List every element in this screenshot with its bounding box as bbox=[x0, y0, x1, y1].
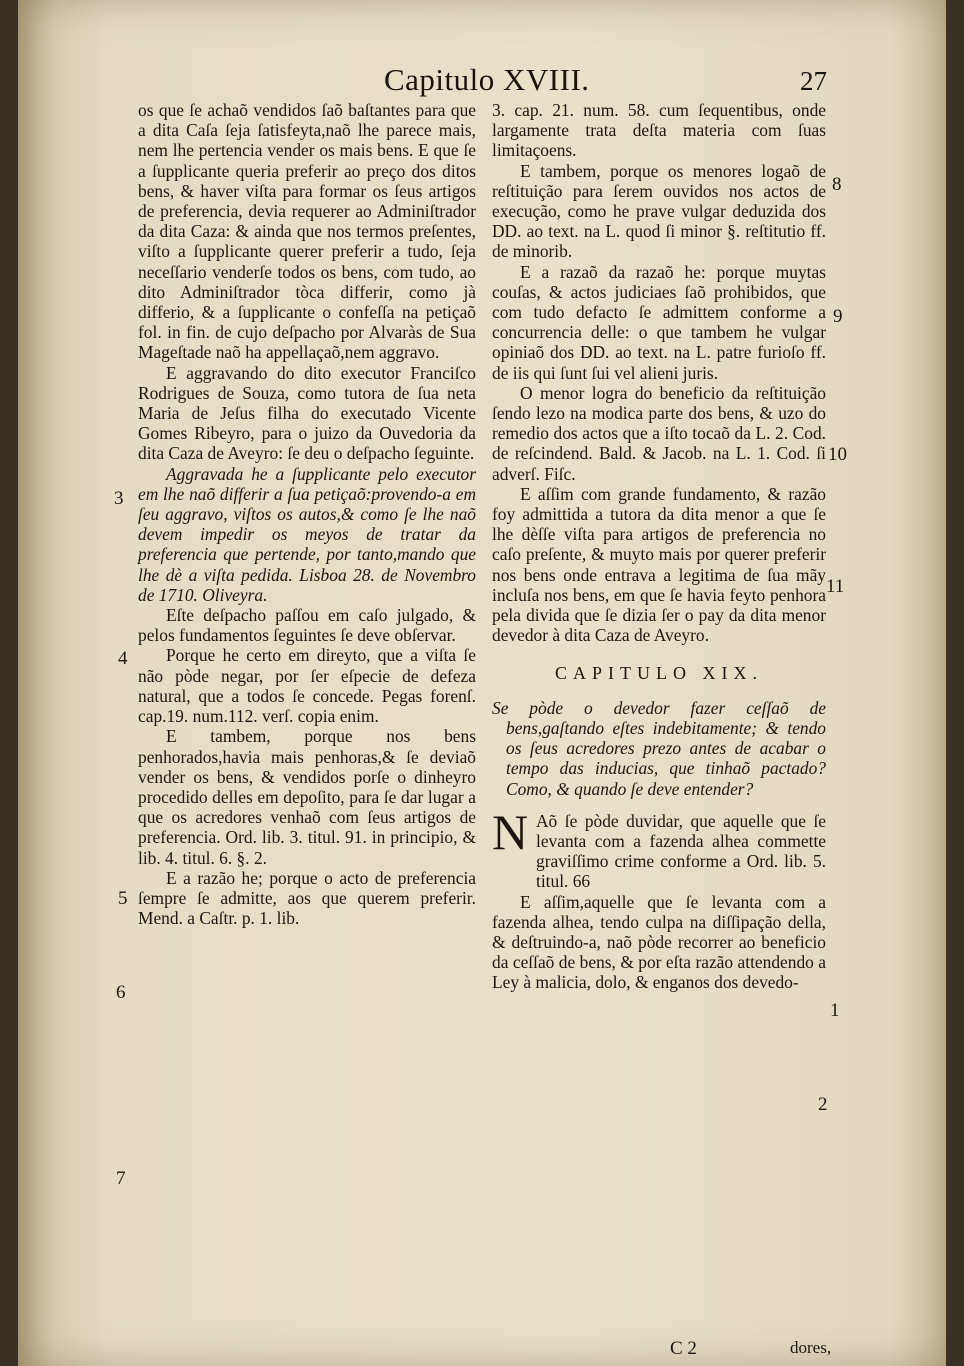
left-paragraph-6: E tambem, porque nos bens penhorados,havia mais penhoras,& ſe deviaõ vender os bens, & vendidos porſe o dinheyro procedido delles em depoſito, para ſe dar lugar a que os acredores venhaõ com ſeus artigos de preferencia. Ord. lib. 3. titul. 91. in principio, & lib. 4. titul. 6. §. 2. bbox=[138, 726, 476, 868]
page-header bbox=[18, 62, 946, 102]
left-paragraph-7: E a razão he; porque o acto de preferencia ſempre ſe admitte, aos que querem preferir. Mend. a Caſtr. p. 1. lib. bbox=[138, 867, 476, 929]
book-page bbox=[18, 0, 946, 1366]
left-paragraph-2: E aggravando do dito executor Franciſco Rodrigues de Souza, como tutora de ſua neta Maria de Jeſus filha do executado Vicente Gomes Ribeyro, para o juizo da Ouvedoria da dita Caza de Aveyro: ſe deu o deſpacho ſeguinte. bbox=[138, 362, 476, 464]
margin-number: 11 bbox=[826, 576, 845, 597]
chapter-first-paragraph bbox=[492, 803, 826, 892]
margin-number: 4 bbox=[118, 648, 128, 669]
left-paragraph-4: Eſte deſpacho paſſou em caſo julgado, & pelos fundamentos ſeguintes ſe deve obſervar. bbox=[138, 605, 476, 646]
margin-number: 1 bbox=[830, 1000, 840, 1021]
margin-number: 10 bbox=[828, 444, 847, 465]
chapter-heading: CAPITULO XIX. bbox=[555, 663, 763, 684]
right-paragraph-2: E tambem, porque os menores logaõ de reſtituição para ſerem ouvidos nos actos de execução, como he prave vulgar deduzida dos DD. ao text. na L. quod ſi minor §. reſtitutio ff. de minorib. bbox=[492, 160, 826, 262]
margin-number: 9 bbox=[833, 306, 843, 327]
page-number: 27 bbox=[800, 66, 827, 96]
signature-mark: C 2 bbox=[670, 1338, 697, 1359]
margin-number: 2 bbox=[818, 1094, 828, 1115]
running-title: Capitulo XVIII. bbox=[384, 62, 590, 97]
margin-number: 7 bbox=[116, 1168, 126, 1189]
right-paragraph-5: E aſſim com grande fundamento, & razão foy admittida a tutora da dita menor a que ſe lhe dèſſe viſta para artigos de preferencia no caſo preſente, & muyto mais por querer preferir nos bens onde entrava a legitima de ſua mãy incluſa nos bens, em que ſe havia feyto penhora pela divida que ſe dizia ſer o pay da dita menor devedor à dita Caza de Aveyro. bbox=[492, 483, 826, 646]
right-paragraph-4: O menor logra do beneficio da reſtituição ſendo lezo na modica parte dos bens, & uzo do remedio dos actos que a iſto tocaõ da L. 2. Cod. de reſcindend. Bald. & Jacob. na L. 1. Cod. ſi adverſ. Fiſc. bbox=[492, 382, 826, 484]
chapter-second-paragraph: E aſſim,aquelle que ſe levanta com a fazenda alhea, tendo culpa na diſſipação della, & deſtruindo-a, naõ pòde recorrer ao beneficio da ceſſaõ de bens, & por eſta razão attendendo a Ley à malicia, dolo, & enganos dos devedo- bbox=[492, 891, 826, 993]
right-column bbox=[492, 100, 826, 993]
right-paragraph-3: E a razaõ da razaõ he: porque muytas couſas, & actos judiciaes ſaõ prohibidos, que com tudo defacto ſe admittem conforme a concurrencia delle: o que tambem he vulgar opiniaõ dos DD. ao text. na L. patre furioſo ff. de iis qui ſunt ſui vel alieni juris. bbox=[492, 261, 826, 383]
margin-number: 5 bbox=[118, 888, 128, 909]
margin-number: 3 bbox=[114, 488, 124, 509]
drop-cap: N bbox=[492, 803, 529, 860]
left-column bbox=[138, 100, 476, 928]
first-paragraph-text: Aõ ſe pòde duvidar, que aquelle que ſe levanta com a fazenda alhea commette graviſſimo crime conforme a Ord. lib. 5. titul. 66 bbox=[536, 810, 826, 892]
left-paragraph-3: Aggravada he a ſupplicante pelo executor em lhe naõ differir a ſua petiçaõ:provendo-a em ſeu aggravo, viſtos os autos,& como ſe lhe naõ devem impedir os meyos de tratar da preferencia que pertende, por tanto,mando que lhe dè a viſta pedida. Lisboa 28. de Novembro de 1710. Oliveyra. bbox=[138, 463, 476, 605]
right-paragraph-1: 3. cap. 21. num. 58. cum ſequentibus, onde largamente trata deſta materia com ſuas limitaçoens. bbox=[492, 100, 826, 161]
left-paragraph-1: os que ſe achaõ vendidos ſaõ baſtantes para que a dita Caſa ſeja ſatisfeyta,naõ lhe parece mais, nem lhe pertencia vender os mais bens. E que ſe a ſupplicante queria preferir ao preço dos ditos bens, & haver viſta para formar os ſeus artigos de preferencia, devia requerer ao Adminiſtrador da dita Caza: & ainda que nos termos preſentes, viſto a ſupplicante querer preferir a tudo, ſeja neceſſario venderſe todos os bens, com tudo, ao dito Adminiſtrador tòca differir, como jà differio, & a ſupplicante o confeſſa na petiçaõ fol. in fin. de cujo deſpacho por Alvaràs de Sua Mageſtade naõ ha appellaçaõ,nem aggravo. bbox=[138, 100, 476, 363]
margin-number: 8 bbox=[832, 174, 842, 195]
chapter-summary: Se pòde o devedor fazer ceſſaõ de bens,gaſtando eſtes indebitamente; & tendo os ſeus acredores prezo antes de acabar o tempo das inducias, que tinhaõ pactado? Como, & quando ſe deve entender? bbox=[492, 697, 826, 799]
catchword: dores, bbox=[790, 1338, 832, 1357]
margin-number: 6 bbox=[116, 982, 126, 1003]
left-paragraph-5: Porque he certo em direyto, que a viſta ſe não pòde negar, por ſer eſpecie de defeza natural, que a todos ſe concede. Pegas forenſ. cap.19. num.112. verſ. copia enim. bbox=[138, 645, 476, 727]
